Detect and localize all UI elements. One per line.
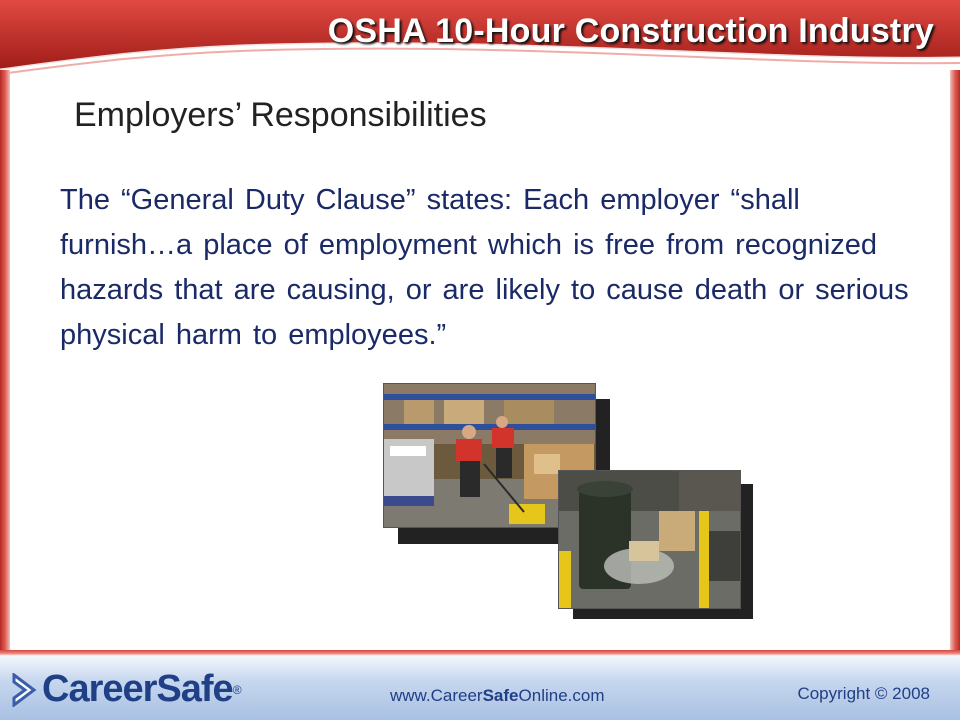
careersafe-logo (12, 668, 242, 711)
website-url-suffix: Online.com (518, 686, 605, 705)
copyright-text: Copyright © 2008 (797, 684, 930, 703)
trash-bin-spill-photo (558, 470, 741, 609)
registered-mark: ® (232, 682, 242, 697)
footer-bar (0, 650, 960, 720)
website-url-prefix: www.Career (390, 686, 483, 705)
website-url[interactable] (390, 686, 605, 706)
frame-right-border (950, 70, 960, 650)
general-duty-clause-text: The “General Duty Clause” states: Each employer “shall furnish…a place of employment which is free from recognized hazards that are causing, or are likely to cause death or serious physical harm to employees.” (60, 184, 909, 351)
header-title: OSHA 10-Hour Construction Industry (327, 12, 934, 50)
website-url-bold: Safe (482, 686, 519, 705)
slide-title: Employers’ Responsibilities (74, 96, 487, 134)
chevron-right-icon (12, 673, 42, 707)
logo-text: CareerSafe (42, 668, 233, 710)
header-banner (0, 0, 960, 78)
frame-left-border (0, 70, 10, 650)
